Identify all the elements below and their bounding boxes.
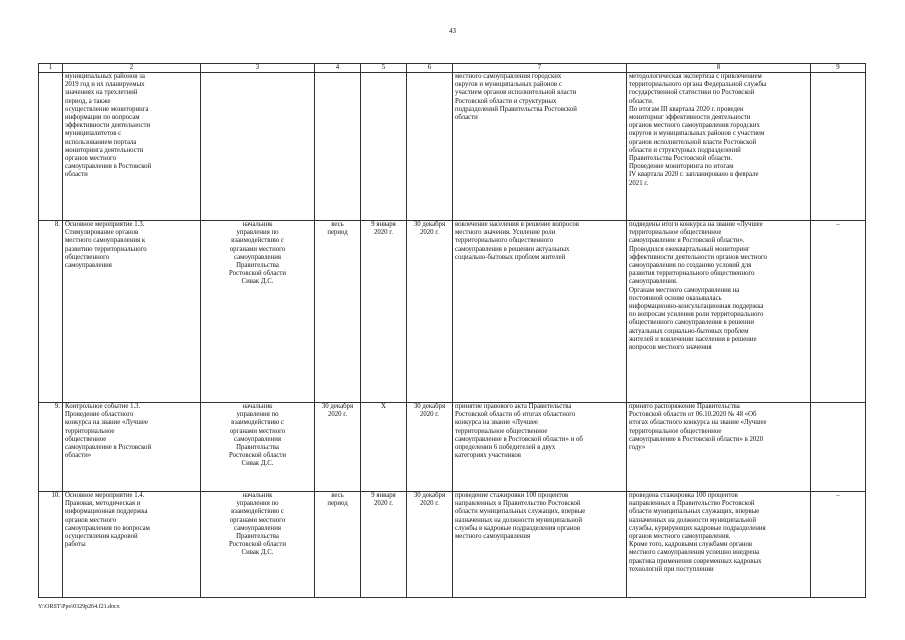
activity-name: муниципальных районов за 2019 год и их планируемых значениях на трехлетний период, а также осуществление мониторинга информации по вопросам эффективности деятельности муниципалитетов с использованием портала мониторинга деятельности органов местного самоуправления в Ростовской области xyxy=(63,73,201,221)
column-header: 6 xyxy=(407,64,453,73)
responsible-person: начальник управления по взаимодействию с органами местного самоуправления Правительства Ростовской области Сивак Д.С. xyxy=(201,403,315,492)
note: – xyxy=(811,221,866,403)
row-number: 8. xyxy=(39,221,63,403)
end-date: 30 декабря 2020 г. xyxy=(407,221,453,403)
expected-result: принятие правового акта Правительства Ростовской области об итогах областного конкурса на звание «Лучшее территориальное общественное самоуправление в Ростовской области» и об определении 6 победителей в двух категориях участников xyxy=(453,403,627,492)
column-header: 3 xyxy=(201,64,315,73)
responsible-person: начальник управления по взаимодействию с органами местного самоуправления Правительства Ростовской области Сивак Д.С. xyxy=(201,492,315,598)
row-number: 10. xyxy=(39,492,63,598)
note: – xyxy=(811,492,866,598)
responsible-person xyxy=(201,73,315,221)
start-plan: весь период xyxy=(315,221,361,403)
start-plan: весь период xyxy=(315,492,361,598)
activity-name: Основное мероприятие 1.4. Правовая, методическая и информационная поддержка органов местного самоуправления по вопросам осуществления кадровой работы xyxy=(63,492,201,598)
actual-result: принято распоряжение Правительства Ростовской области от 06.10.2020 № 48 «Об итогах областного конкурса на звание «Лучшее территориальное общественное самоуправление в Ростовской области» в 2020 году» xyxy=(627,403,811,492)
actual-result: подведены итоги конкурса на звание «Лучшее территориальное общественное самоуправление в Ростовской области». Проводился ежеквартальный мониторинг эффективности деятельности органов местного самоуправления по созданию условий для развития территориального общественного самоуправления. Органам местного самоуправления на постоянной основе оказывалась информационно-консультационная поддержка по вопросам усиления роли территориального общественного самоуправления в решении актуальных социально-бытовых проблем жителей и вовлечении населения в решение вопросов местного значения xyxy=(627,221,811,403)
expected-result: вовлечение населения в решение вопросов местного значения. Усиление роли территориального общественного самоуправления в решении актуальных социально-бытовых проблем жителей xyxy=(453,221,627,403)
activity-name: Контрольное событие 1.3. Проведение областного конкурса на звание «Лучшее территориальное общественное самоуправление в Ростовской области» xyxy=(63,403,201,492)
report-table xyxy=(38,63,866,598)
start-plan xyxy=(315,73,361,221)
table-row xyxy=(39,221,866,403)
expected-result: местного самоуправления городских округов и муниципальных районов с участием органов исполнительной власти Ростовской области и структурных подразделений Правительства Ростовской области xyxy=(453,73,627,221)
table-row xyxy=(39,403,866,492)
table-row xyxy=(39,492,866,598)
row-number xyxy=(39,73,63,221)
start-fact xyxy=(361,73,407,221)
actual-result: проведена стажировка 100 процентов направленных в Правительство Ростовской области муниципальных служащих, впервые назначенных на должности муниципальной службы, курирующих кадровые подразделения органов местного самоуправления. Кроме того, кадровыми службами органов местного самоуправления успешно внедрена практика применения современных кадровых технологий при поступлении xyxy=(627,492,811,598)
note xyxy=(811,73,866,221)
table-header-row xyxy=(39,64,866,73)
start-plan: 30 декабря 2020 г. xyxy=(315,403,361,492)
column-header: 4 xyxy=(315,64,361,73)
column-header: 1 xyxy=(39,64,63,73)
footer-file-path: Y:\ORST\Ppo\0329p264.f21.docx xyxy=(38,604,120,610)
column-header: 7 xyxy=(453,64,627,73)
note xyxy=(811,403,866,492)
actual-result: методологическая экспертиза с привлечением территориального органа Федеральной службы государственной статистики по Ростовской области. По итогам III квартала 2020 г. проведен мониторинг эффективности деятельности органов местного самоуправления городских округов и муниципальных районов с участием органов исполнительной власти Ростовской области и структурных подразделений Правительства Ростовской области. Проведение мониторинга по итогам IV квартала 2020 г. запланировано в феврале 2021 г. xyxy=(627,73,811,221)
column-header: 8 xyxy=(627,64,811,73)
table-row xyxy=(39,73,866,221)
start-fact: 9 января 2020 г. xyxy=(361,492,407,598)
column-header: 9 xyxy=(811,64,866,73)
page-number: 43 xyxy=(449,27,456,35)
start-fact: Х xyxy=(361,403,407,492)
responsible-person: начальник управления по взаимодействию с органами местного самоуправления Правительства Ростовской области Сивак Д.С. xyxy=(201,221,315,403)
end-date: 30 декабря 2020 г. xyxy=(407,492,453,598)
column-header: 2 xyxy=(63,64,201,73)
activity-name: Основное мероприятие 1.3. Стимулирование органов местного самоуправления к развитию территориального общественного самоуправления xyxy=(63,221,201,403)
end-date xyxy=(407,73,453,221)
expected-result: проведение стажировки 100 процентов направленных в Правительство Ростовской области муниципальных служащих, впервые назначенных на должности муниципальной службы в кадровые подразделения органов местного самоуправления xyxy=(453,492,627,598)
column-header: 5 xyxy=(361,64,407,73)
start-fact: 9 января 2020 г. xyxy=(361,221,407,403)
row-number: 9. xyxy=(39,403,63,492)
end-date: 30 декабря 2020 г. xyxy=(407,403,453,492)
